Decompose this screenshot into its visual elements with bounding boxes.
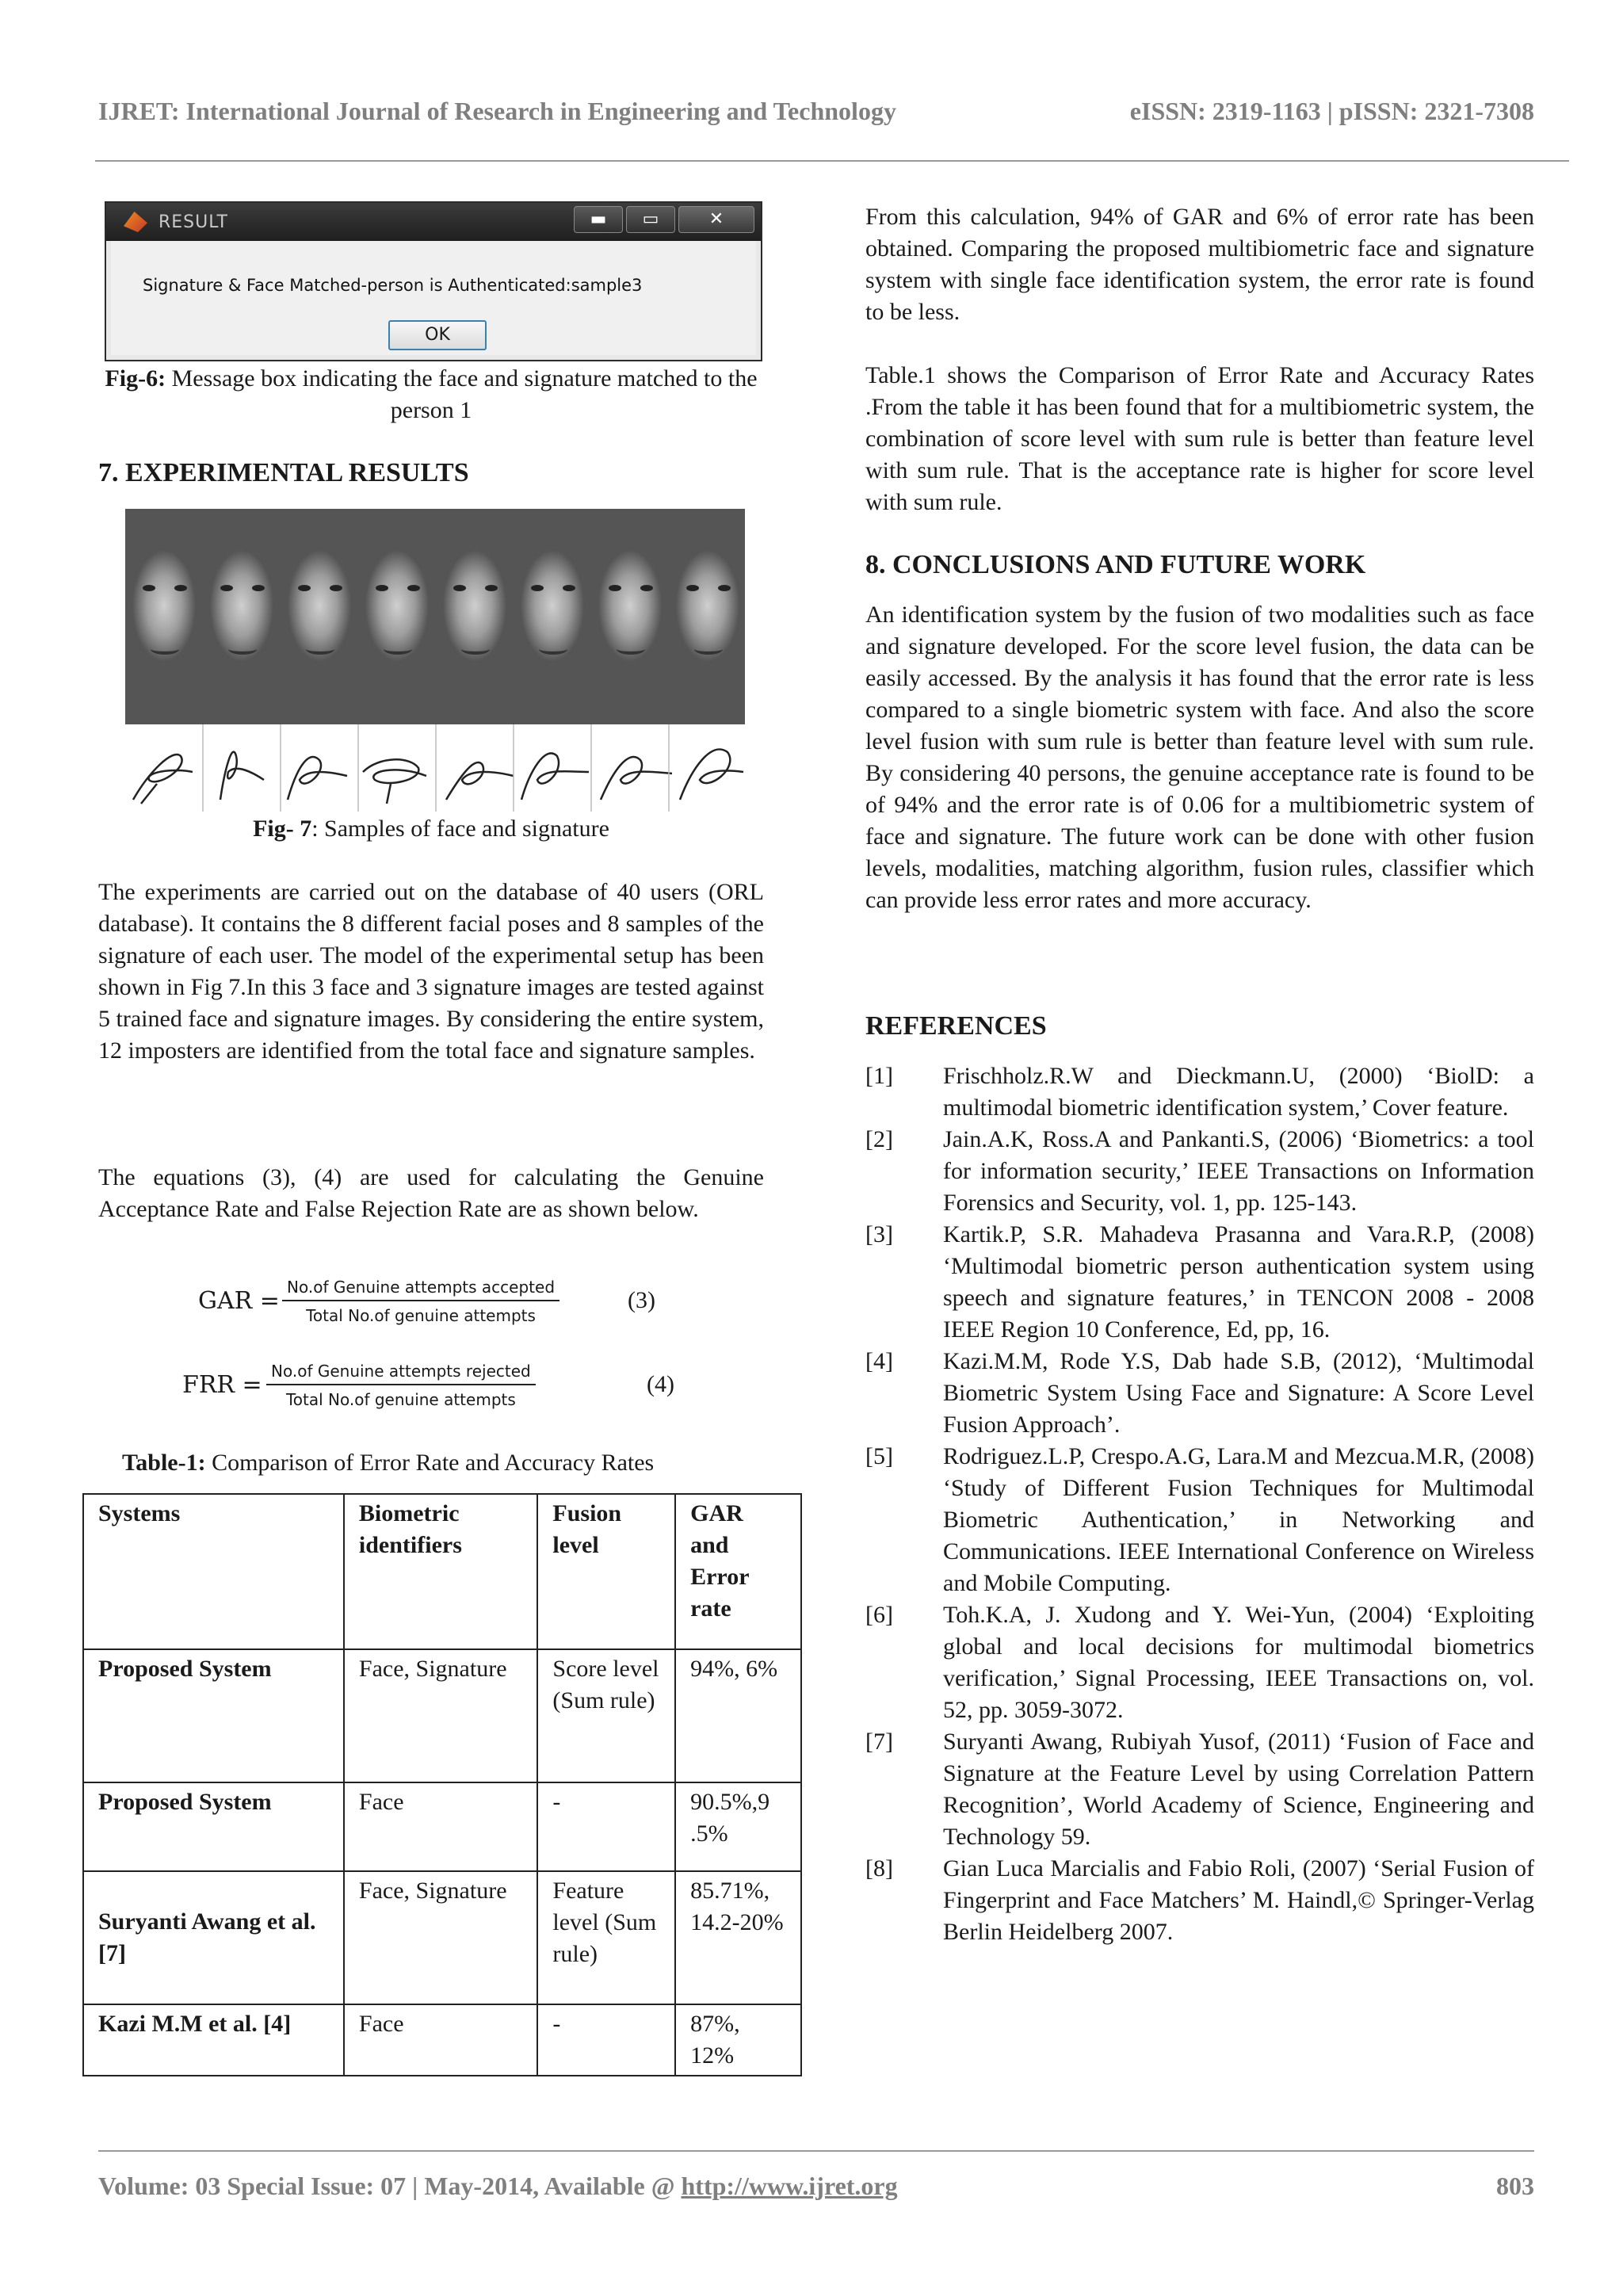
- reference-number: [3]: [865, 1221, 893, 1247]
- equations-intro-paragraph: The equations (3), (4) are used for calculating the Genuine Acceptance Rate and False Rejection Rate are as shown below.: [98, 1164, 764, 1222]
- window-buttons: [574, 206, 754, 233]
- table-cell: 94%, 6%: [675, 1649, 801, 1782]
- equation-frr: [182, 1360, 753, 1423]
- reference-text: Suryanti Awang, Rubiyah Yusof, (2011) ‘Fusion of Face and Signature at the Feature Level by using Correlation Pattern Recognition’, World Academy of Science, Engineering and Technology 59.: [943, 1729, 1534, 1850]
- equation-number-3: (3): [628, 1287, 655, 1313]
- header-rule: [95, 160, 1569, 162]
- table-cell: Proposed System: [83, 1649, 344, 1782]
- signature-sample: [521, 753, 589, 800]
- face-sample: [669, 509, 745, 724]
- conclusions-paragraph: An identification system by the fusion of two modalities such as face and signature developed. For the score level fusion, the data can be easily accessed. By the analysis it has found that the error rate is less compared to a single biometric system with face. And also the score level fusion with sum rule is better than feature level with sum rule. By considering 40 persons, the genuine acceptance rate is found to be of 94% and the error rate is of 0.06 for a multibiometric system of face and signature. The future work can be done with other fusion levels, modalities, matching algorithm, fusion rules, classifier which can provide less error rates and more accuracy.: [865, 602, 1534, 913]
- reference-item: [865, 1599, 1534, 1726]
- signature-samples: [125, 724, 745, 812]
- reference-item: [865, 1853, 1534, 1948]
- table-caption: [122, 1447, 654, 1479]
- reference-number: [7]: [865, 1729, 893, 1755]
- frr-lhs: FRR =: [182, 1371, 262, 1399]
- table-label: Table-1:: [122, 1450, 206, 1476]
- result-dialog-figure: [105, 201, 762, 361]
- frr-denominator: Total No.of genuine attempts: [285, 1390, 516, 1409]
- ok-button[interactable]: OK: [388, 320, 487, 350]
- dialog-body: [111, 241, 756, 355]
- reference-number: [4]: [865, 1348, 893, 1374]
- reference-text: Rodriguez.L.P, Crespo.A.G, Lara.M and Mezcua.M.R, (2008) ‘Study of Different Fusion Techniques for Multimodal Biometric Authentication,’ in Networking and Communications. IEEE International Conference on Wireless and Mobile Computing.: [943, 1443, 1534, 1596]
- table-cell: Face, Signature: [344, 1649, 538, 1782]
- reference-text: Kazi.M.M, Rode Y.S, Dab hade S.B, (2012), ‘Multimodal Biometric System Using Face and Signature: A Score Level Fusion Approach’.: [943, 1348, 1534, 1438]
- table-cell: Face, Signature: [344, 1871, 538, 2004]
- signature-sample: [133, 755, 193, 804]
- reference-item: [865, 1124, 1534, 1219]
- table-cell: 87%, 12%: [675, 2004, 801, 2076]
- matlab-logo-icon: [124, 212, 147, 232]
- table-row: [83, 1782, 801, 1871]
- reference-text: Kartik.P, S.R. Mahadeva Prasanna and Vara.R.P, (2008) ‘Multimodal biometric person authentication system using speech and signature features,’ in TENCON 2008 - 2008 IEEE Region 10 Conference, Ed, pp, 16.: [943, 1221, 1534, 1343]
- gar-fraction: [282, 1278, 559, 1325]
- dialog-message: Signature & Face Matched-person is Authenticated:sample3: [143, 276, 643, 295]
- calculation-paragraph: From this calculation, 94% of GAR and 6% of error rate has been obtained. Comparing the proposed multibiometric face and signature system with single face identification system, the error rate is found to be less.: [865, 204, 1534, 325]
- table-row: [83, 1871, 801, 2004]
- equation-gar: [198, 1276, 753, 1339]
- table-cell: Face: [344, 1782, 538, 1871]
- dialog-title: RESULT: [158, 212, 228, 232]
- table-discussion-paragraph: Table.1 shows the Comparison of Error Rate and Accuracy Rates .From the table it has been found that for a multibiometric system, the combination of score level with sum rule is better than feature level with sum rule. That is the acceptance rate is higher for score level with sum rule.: [865, 362, 1534, 515]
- reference-item: [865, 1726, 1534, 1853]
- fig7-label: Fig- 7: [253, 816, 312, 842]
- face-sample: [591, 509, 669, 724]
- footer-volume-text: Volume: 03 Special Issue: 07 | May-2014, Available @: [98, 2172, 682, 2200]
- face-sample: [125, 509, 203, 724]
- table-cell: Score level (Sum rule): [537, 1649, 675, 1782]
- reference-text: Jain.A.K, Ross.A and Pankanti.S, (2006) ‘Biometrics: a tool for information security,’ IEEE Transactions on Information Forensics and Security, vol. 1, pp. 125-143.: [943, 1126, 1534, 1216]
- fig7-face-signature-samples: [125, 509, 745, 812]
- comparison-table: [82, 1493, 802, 2076]
- signature-sample: [446, 762, 514, 800]
- footer-rule: [98, 2150, 1534, 2152]
- gar-lhs: GAR =: [198, 1287, 280, 1315]
- table-header: Fusion level: [537, 1494, 675, 1649]
- reference-number: [6]: [865, 1602, 893, 1628]
- references-list: [865, 1060, 1534, 1948]
- signature-sample: [680, 749, 743, 800]
- footer-volume: [98, 2172, 898, 2201]
- experiments-paragraph: The experiments are carried out on the database of 40 users (ORL database). It contains the 8 different facial poses and 8 samples of the signature of each user. The model of the experimental setup has been shown in Fig 7.In this 3 face and 3 signature images are tested against 5 trained face and signature images. By considering the entire system, 12 imposters are identified from the total face and signature samples.: [98, 879, 764, 1064]
- table-header: GAR and Error rate: [675, 1494, 801, 1649]
- close-icon[interactable]: ✕: [678, 206, 754, 233]
- journal-url-link[interactable]: http://www.ijret.org: [681, 2172, 898, 2200]
- signature-sample: [601, 757, 672, 800]
- face-sample: [203, 509, 281, 724]
- reference-text: Gian Luca Marcialis and Fabio Roli, (2007) ‘Serial Fusion of Fingerprint and Face Matchers’ M. Haindl,© Springer-Verlag Berlin Heidelberg 2007.: [943, 1855, 1534, 1945]
- minimize-icon[interactable]: ▬: [574, 206, 623, 233]
- reference-number: [1]: [865, 1063, 893, 1089]
- running-header: [98, 97, 1534, 126]
- reference-item: [865, 1219, 1534, 1346]
- maximize-icon[interactable]: ▭: [626, 206, 675, 233]
- face-sample: [436, 509, 514, 724]
- face-sample: [358, 509, 436, 724]
- table-header: Biometric identifiers: [344, 1494, 538, 1649]
- section-8-heading: 8. CONCLUSIONS AND FUTURE WORK: [865, 550, 1366, 579]
- reference-item: [865, 1346, 1534, 1441]
- reference-number: [8]: [865, 1855, 893, 1881]
- table-cell: Proposed System: [83, 1782, 344, 1871]
- table-cell: Suryanti Awang et al. [7]: [83, 1871, 344, 2004]
- signature-sample: [363, 759, 426, 804]
- reference-item: [865, 1441, 1534, 1599]
- signature-sample: [220, 752, 264, 800]
- reference-text: Toh.K.A, J. Xudong and Y. Wei-Yun, (2004) ‘Exploiting global and local decisions for multimodal biometrics verification,’ Signal Processing, IEEE Transactions on, vol. 52, pp. 3059-3072.: [943, 1602, 1534, 1723]
- section-7-heading: 7. EXPERIMENTAL RESULTS: [98, 458, 469, 487]
- journal-title: IJRET: International Journal of Research in Engineering and Technology: [98, 97, 896, 125]
- references-heading: REFERENCES: [865, 1011, 1047, 1041]
- table-caption-text: Comparison of Error Rate and Accuracy Rates: [205, 1450, 655, 1476]
- fig7-caption-text: : Samples of face and signature: [311, 816, 609, 842]
- table-row: [83, 2004, 801, 2076]
- face-sample: [514, 509, 591, 724]
- reference-item: [865, 1060, 1534, 1124]
- table-row: [83, 1649, 801, 1782]
- fig6-caption: [98, 363, 764, 426]
- table-cell: Face: [344, 2004, 538, 2076]
- table-cell: 90.5%,9 .5%: [675, 1782, 801, 1871]
- reference-text: Frischholz.R.W and Dieckmann.U, (2000) ‘BiolD: a multimodal biometric identification system,’ Cover feature.: [943, 1063, 1534, 1121]
- table-header: Systems: [83, 1494, 344, 1649]
- signature-sample: [288, 757, 347, 800]
- reference-number: [5]: [865, 1443, 893, 1469]
- table-cell: -: [537, 1782, 675, 1871]
- fig6-label: Fig-6:: [105, 365, 166, 392]
- table-cell: -: [537, 2004, 675, 2076]
- running-footer: [98, 2172, 1534, 2201]
- frr-fraction: [266, 1362, 536, 1409]
- fig6-caption-text: Message box indicating the face and signature matched to the person 1: [166, 365, 758, 423]
- equation-number-4: (4): [647, 1371, 674, 1397]
- table-cell: 85.71%, 14.2-20%: [675, 1871, 801, 2004]
- table-header-row: [83, 1494, 801, 1649]
- page-number: 803: [1496, 2172, 1534, 2200]
- table-cell: Feature level (Sum rule): [537, 1871, 675, 2004]
- issn: eISSN: 2319-1163 | pISSN: 2321-7308: [1129, 97, 1534, 125]
- reference-number: [2]: [865, 1126, 893, 1152]
- table-cell: Kazi M.M et al. [4]: [83, 2004, 344, 2076]
- gar-numerator: No.of Genuine attempts accepted: [282, 1278, 559, 1301]
- fig7-caption: [98, 813, 764, 845]
- face-sample: [281, 509, 358, 724]
- gar-denominator: Total No.of genuine attempts: [306, 1306, 536, 1325]
- frr-numerator: No.of Genuine attempts rejected: [266, 1362, 536, 1385]
